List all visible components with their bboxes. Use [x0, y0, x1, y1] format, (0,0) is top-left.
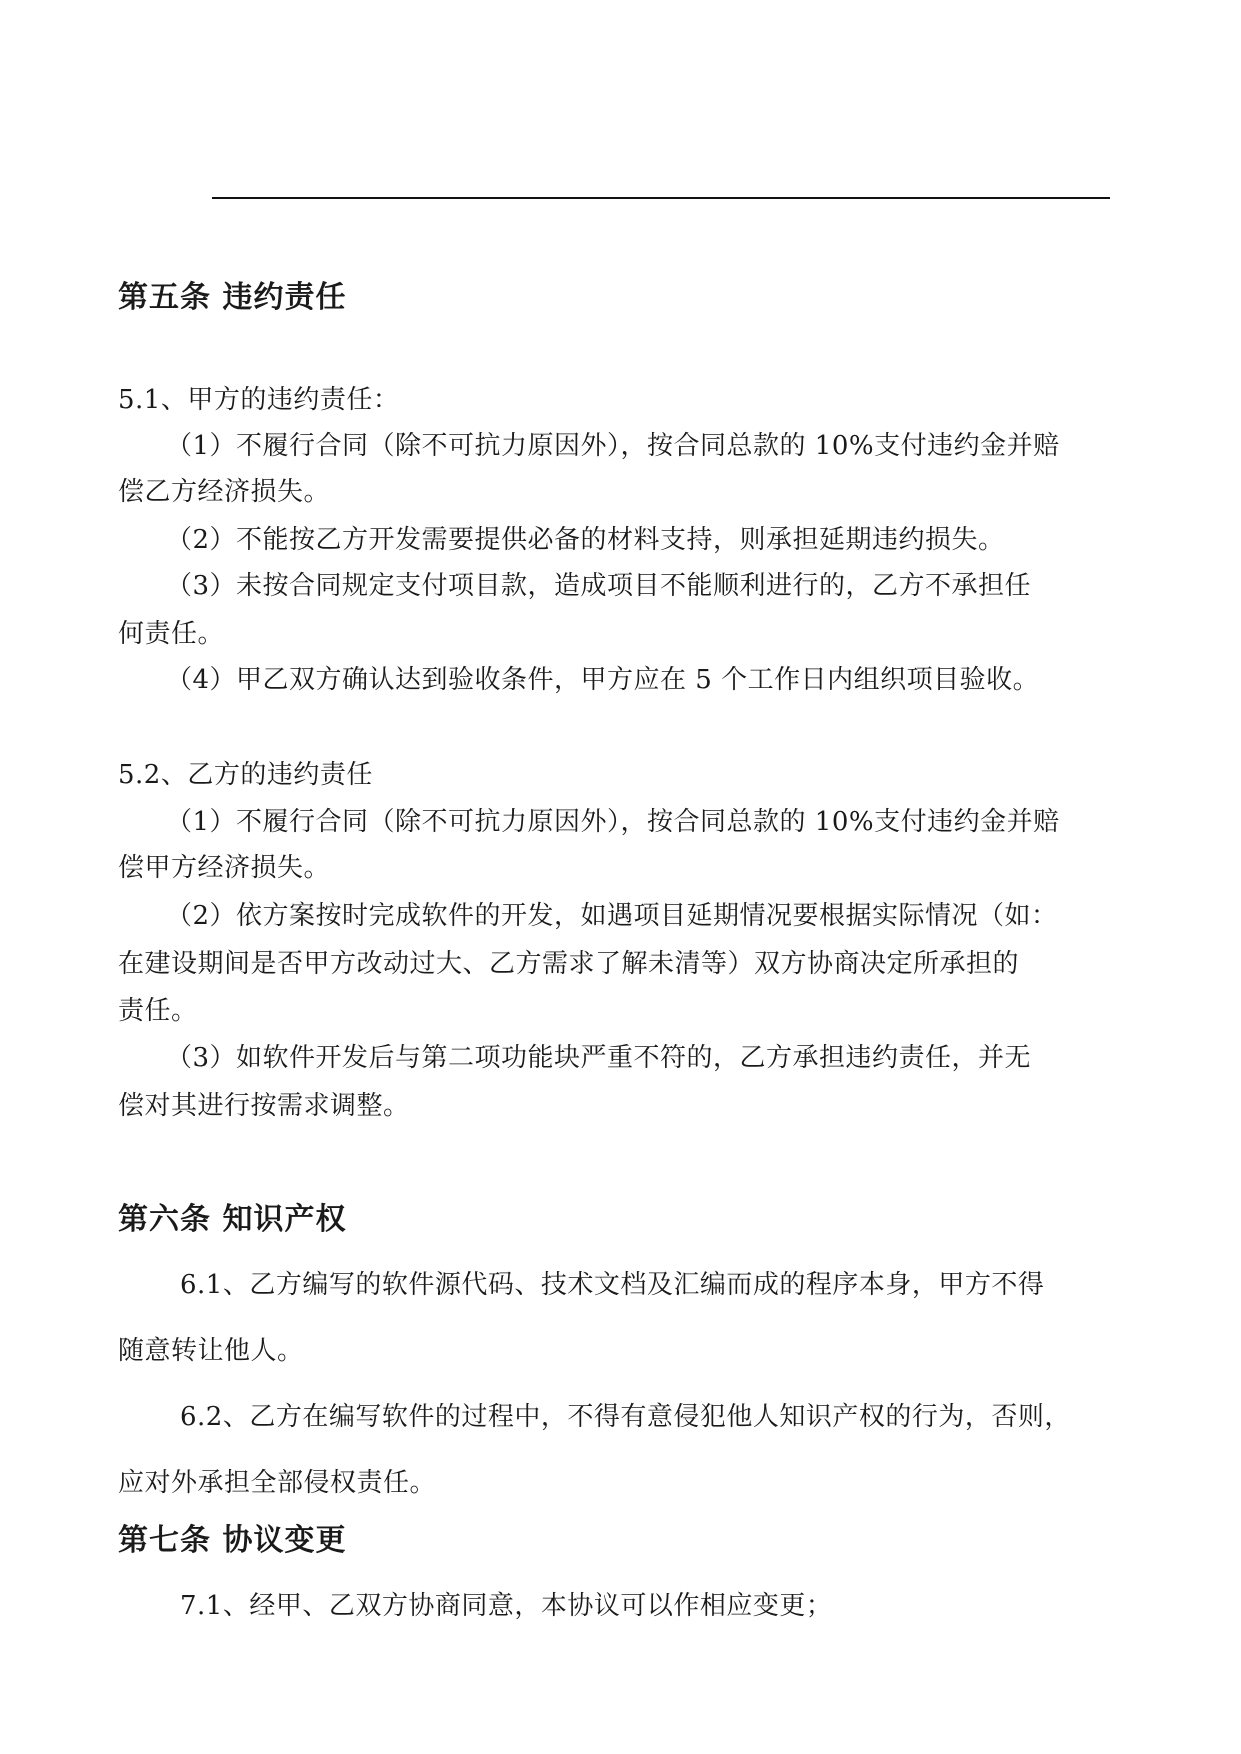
- header-rule: [212, 197, 1110, 199]
- section-heading-6: 第六条 知识产权: [118, 1202, 347, 1237]
- clause-6-1-line1: 6.1、乙方编写的软件源代码、技术文档及汇编而成的程序本身，甲方不得: [180, 1270, 1045, 1300]
- clause-5-2-3-line1: （3）如软件开发后与第二项功能块严重不符的，乙方承担违约责任，并无: [166, 1043, 1032, 1073]
- clause-5-2-1-line1: （1）不履行合同（除不可抗力原因外），按合同总款的 10%支付违约金并赔: [166, 807, 1060, 837]
- clause-5-2-2-line3: 责任。: [118, 996, 198, 1026]
- clause-5-1-3-line1: （3）未按合同规定支付项目款，造成项目不能顺利进行的，乙方不承担任: [166, 571, 1032, 601]
- clause-5-2-2-line2: 在建设期间是否甲方改动过大、乙方需求了解未清等）双方协商决定所承担的: [118, 949, 1020, 979]
- clause-6-2-line2: 应对外承担全部侵权责任。: [118, 1468, 437, 1498]
- clause-5-2-1-line2: 偿甲方经济损失。: [118, 853, 331, 883]
- clause-7-1-line1: 7.1、经甲、乙双方协商同意，本协议可以作相应变更；: [180, 1591, 833, 1621]
- clause-5-2-2-line1: （2）依方案按时完成软件的开发，如遇项目延期情况要根据实际情况（如：: [166, 901, 1058, 931]
- clause-5-1-2-line1: （2）不能按乙方开发需要提供必备的材料支持，则承担延期违约损失。: [166, 525, 1005, 555]
- section-heading-5: 第五条 违约责任: [118, 280, 347, 315]
- clause-5-1-1-line2: 偿乙方经济损失。: [118, 477, 331, 507]
- clause-5-2-title: 5.2、乙方的违约责任: [118, 760, 373, 790]
- clause-6-2-line1: 6.2、乙方在编写软件的过程中，不得有意侵犯他人知识产权的行为，否则，: [180, 1402, 1071, 1432]
- clause-5-1-title: 5.1、甲方的违约责任：: [118, 385, 400, 415]
- clause-5-1-3-line2: 何责任。: [118, 619, 225, 649]
- clause-5-2-3-line2: 偿对其进行按需求调整。: [118, 1091, 410, 1121]
- section-heading-7: 第七条 协议变更: [118, 1523, 347, 1558]
- clause-5-1-4-line1: （4）甲乙双方确认达到验收条件，甲方应在 5 个工作日内组织项目验收。: [166, 665, 1040, 695]
- clause-5-1-1-line1: （1）不履行合同（除不可抗力原因外），按合同总款的 10%支付违约金并赔: [166, 431, 1060, 461]
- clause-6-1-line2: 随意转让他人。: [118, 1336, 304, 1366]
